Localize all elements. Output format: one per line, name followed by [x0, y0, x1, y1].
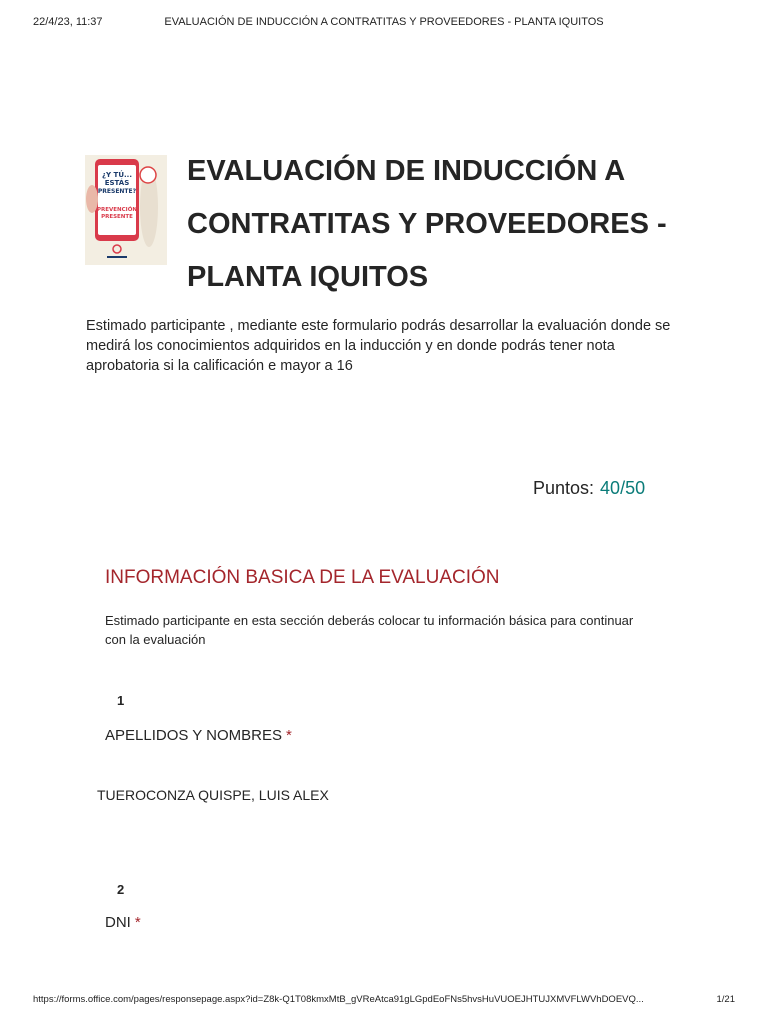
section-description-line: con la evaluación — [105, 632, 206, 647]
form-description-line: aprobatoria si la calificación e mayor a 16 — [86, 358, 353, 374]
score-value: 40/50 — [600, 478, 646, 498]
svg-text:¿Y TÚ...: ¿Y TÚ... — [101, 171, 133, 179]
print-header — [0, 16, 768, 32]
question-label — [105, 727, 292, 744]
question-label-text: DNI — [105, 914, 131, 931]
form-logo-image — [85, 155, 167, 265]
form-description-line: Estimado participante , mediante este formulario podrás desarrollar la evaluación donde se — [86, 318, 671, 334]
prevention-poster-icon — [85, 155, 167, 265]
section-description — [105, 611, 665, 649]
question-number: 2 — [117, 882, 125, 897]
form-title — [187, 145, 707, 304]
score-display — [533, 478, 645, 499]
form-title-line: PLANTA IQUITOS — [187, 261, 429, 293]
section-description-line: Estimado participante en esta sección deberás colocar tu información básica para continuar — [105, 613, 634, 628]
print-title: EVALUACIÓN DE INDUCCIÓN A CONTRATITAS Y PROVEEDORES - PLANTA IQUITOS — [164, 16, 604, 28]
svg-text:ESTÁS: ESTÁS — [104, 179, 130, 187]
section-title: INFORMACIÓN BASICA DE LA EVALUACIÓN — [105, 567, 500, 588]
form-title-line: CONTRATITAS Y PROVEEDORES - — [187, 208, 667, 240]
page-number: 1/21 — [716, 994, 735, 1005]
form-title-line: EVALUACIÓN DE INDUCCIÓN A — [187, 155, 626, 187]
question-number: 1 — [117, 693, 125, 708]
print-footer — [0, 994, 768, 1010]
svg-text:PREVENCIÓN: PREVENCIÓN — [96, 207, 138, 213]
print-datetime: 22/4/23, 11:37 — [33, 16, 103, 28]
print-url: https://forms.office.com/pages/responsepage.aspx?id=Z8k-Q1T08kmxMtB_gVReAtca91gLGpdEoFNs5hvsHuVUOEJHTUJXMVFLWVhDOEVQ... — [33, 994, 644, 1005]
question-label — [105, 914, 141, 931]
svg-text:PRESENTE?: PRESENTE? — [97, 188, 137, 195]
form-description-line: medirá los conocimientos adquiridos en la inducción y en donde podrás tener nota — [86, 338, 615, 354]
answer-text: TUEROCONZA QUISPE, LUIS ALEX — [97, 787, 329, 803]
question-label-text: APELLIDOS Y NOMBRES — [105, 727, 283, 744]
score-label: Puntos: — [533, 478, 595, 498]
required-marker: * — [286, 727, 292, 744]
svg-text:PRESENTE: PRESENTE — [101, 214, 133, 220]
form-description — [86, 316, 686, 376]
required-marker: * — [134, 914, 141, 931]
